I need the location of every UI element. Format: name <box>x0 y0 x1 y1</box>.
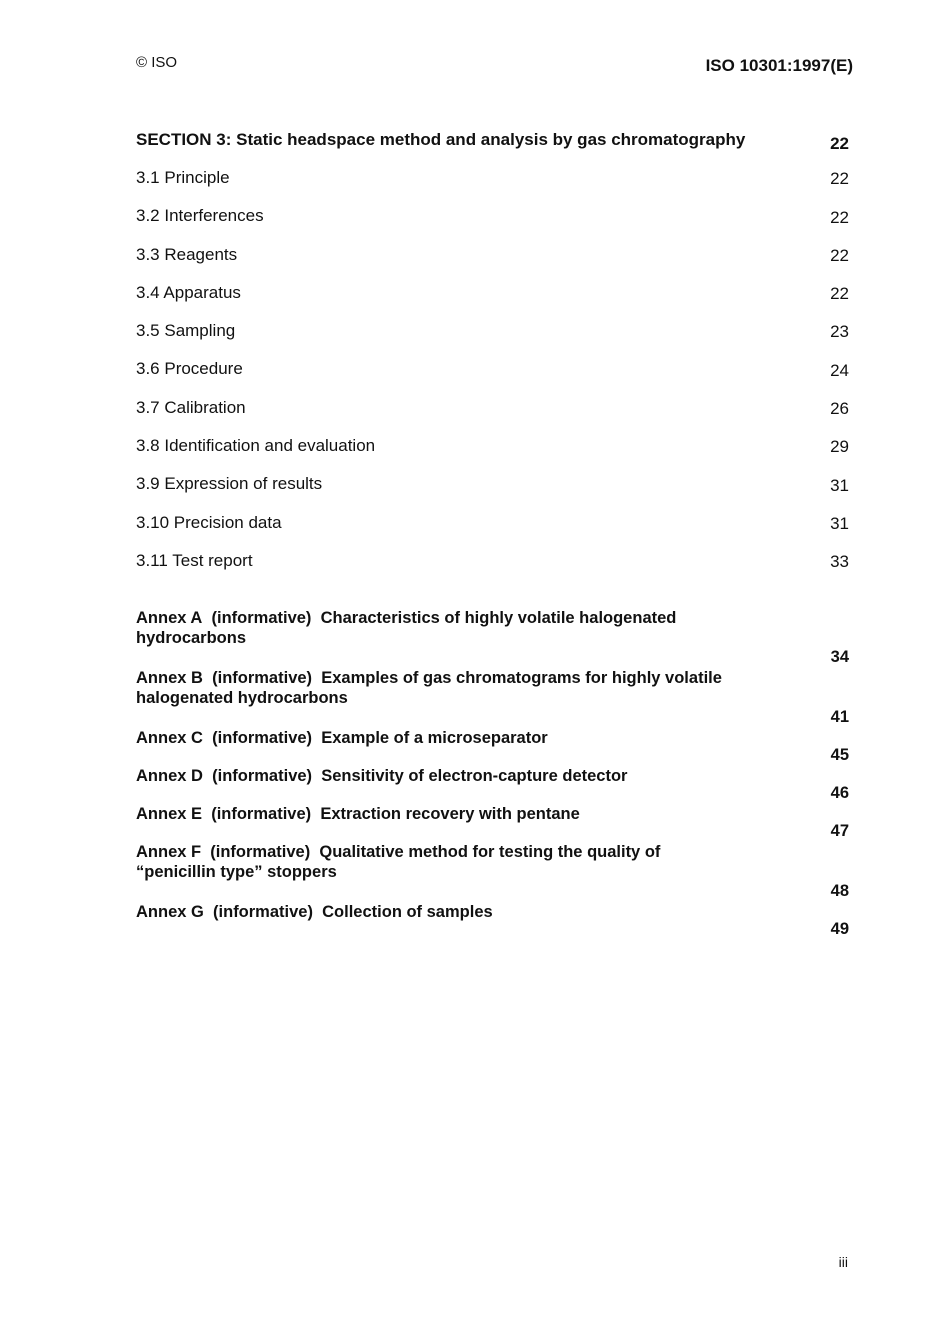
toc-subsection-page: 22 <box>830 245 849 265</box>
toc-section-page: 22 <box>830 134 849 153</box>
table-of-contents <box>136 130 852 940</box>
toc-annex-item[interactable] <box>136 668 852 728</box>
annex-page: 34 <box>830 648 849 667</box>
header-copyright: © ISO <box>136 54 178 71</box>
toc-subsection-item[interactable] <box>136 551 852 589</box>
toc-subsection-title: 3.4 Apparatus <box>136 282 241 302</box>
annex-label: Annex A <box>136 609 203 628</box>
toc-annex-item[interactable] <box>136 842 852 902</box>
annex-page: 49 <box>830 920 849 939</box>
toc-annex-item[interactable] <box>136 766 852 804</box>
annex-type: (informative) <box>211 805 312 824</box>
toc-annex-item[interactable] <box>136 728 852 766</box>
toc-subsection-title: 3.1 Principle <box>136 168 230 187</box>
toc-subsection-title: 3.2 Interferences <box>136 206 264 226</box>
toc-annex-item[interactable] <box>136 608 852 668</box>
annex-type: (informative) <box>211 609 312 628</box>
toc-section-title: SECTION 3: Static headspace method and analysis by gas chromatography <box>136 130 746 149</box>
toc-subsection-title: 3.10 Precision data <box>136 512 282 532</box>
toc-subsection-title: 3.11 Test report <box>136 550 253 570</box>
toc-subsection-page: 31 <box>830 513 849 533</box>
toc-subsection-title: 3.8 Identification and evaluation <box>136 436 376 456</box>
annex-type: (informative) <box>210 843 311 862</box>
annex-title-line1: Examples of gas chromatograms for highly volatile <box>321 669 722 688</box>
toc-annex-item[interactable] <box>136 902 852 940</box>
annex-title-line2: hydrocarbons <box>136 629 247 648</box>
annex-type: (informative) <box>212 767 313 786</box>
toc-subsection-item[interactable] <box>136 436 852 474</box>
annex-page: 47 <box>830 822 849 841</box>
toc-subsection-item[interactable] <box>136 513 852 551</box>
toc-section-3[interactable] <box>136 130 852 168</box>
toc-subsection-list <box>136 168 852 589</box>
annex-label: Annex F <box>136 843 202 862</box>
annex-title-line2: halogenated hydrocarbons <box>136 689 348 708</box>
annex-title-line1: Collection of samples <box>322 903 493 922</box>
toc-annex-item[interactable] <box>136 804 852 842</box>
annex-label: Annex B <box>136 669 203 688</box>
annex-title-line2: “penicillin type” stoppers <box>136 863 337 882</box>
toc-subsection-item[interactable] <box>136 245 852 283</box>
page-number: iii <box>838 1254 848 1270</box>
toc-subsection-item[interactable] <box>136 283 852 321</box>
annex-title-line1: Example of a microseparator <box>321 729 548 748</box>
toc-subsection-item[interactable] <box>136 206 852 244</box>
toc-subsection-page: 24 <box>830 360 849 380</box>
annex-page: 46 <box>830 784 849 803</box>
header-standard-id: ISO 10301:1997(E) <box>705 56 853 75</box>
annex-type: (informative) <box>213 903 313 922</box>
toc-subsection-page: 31 <box>830 475 849 495</box>
annex-title-line1: Characteristics of highly volatile halogenated <box>320 609 677 628</box>
toc-subsection-item[interactable] <box>136 168 852 206</box>
annex-title-line1: Extraction recovery with pentane <box>320 805 580 824</box>
annex-page: 48 <box>830 882 849 901</box>
toc-subsection-item[interactable] <box>136 321 852 359</box>
toc-subsection-page: 22 <box>830 207 849 227</box>
annex-page: 41 <box>830 708 849 727</box>
toc-subsection-page: 33 <box>830 552 849 572</box>
annex-title-line1: Sensitivity of electron-capture detector <box>321 767 628 786</box>
toc-subsection-item[interactable] <box>136 474 852 512</box>
toc-annex-list <box>136 608 852 940</box>
toc-subsection-title: 3.7 Calibration <box>136 397 246 417</box>
annex-label: Annex G <box>136 903 204 922</box>
annex-page: 45 <box>830 746 849 765</box>
annex-label: Annex E <box>136 805 203 824</box>
annex-type: (informative) <box>212 729 313 748</box>
toc-subsection-item[interactable] <box>136 359 852 397</box>
toc-subsection-page: 23 <box>830 322 849 342</box>
toc-subsection-title: 3.9 Expression of results <box>136 474 323 494</box>
toc-subsection-page: 22 <box>830 284 849 304</box>
annex-type: (informative) <box>212 669 313 688</box>
toc-subsection-page: 22 <box>830 169 849 189</box>
toc-subsection-item[interactable] <box>136 398 852 436</box>
annex-label: Annex D <box>136 767 203 786</box>
annex-label: Annex C <box>136 729 203 748</box>
toc-subsection-title: 3.5 Sampling <box>136 321 236 341</box>
toc-subsection-title: 3.3 Reagents <box>136 244 238 264</box>
toc-subsection-page: 29 <box>830 437 849 457</box>
toc-subsection-page: 26 <box>830 399 849 419</box>
annex-title-line1: Qualitative method for testing the quality of <box>319 843 661 862</box>
toc-subsection-title: 3.6 Procedure <box>136 359 243 379</box>
